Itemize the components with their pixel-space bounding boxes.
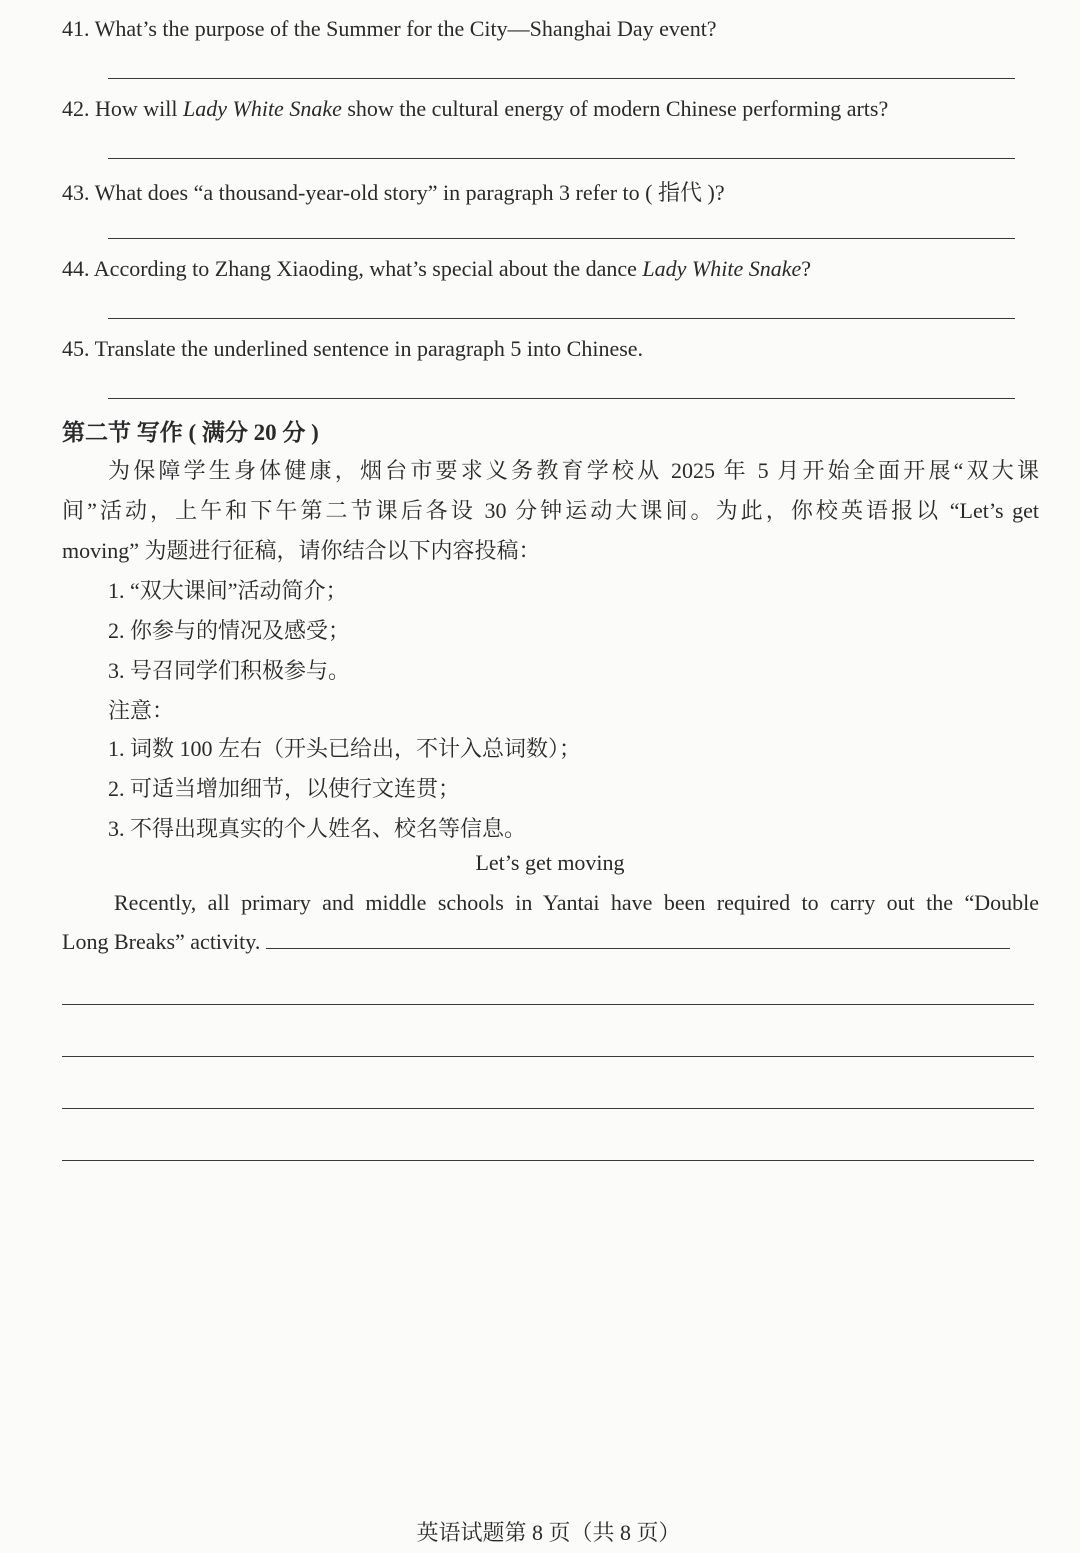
note-1: 1. 词数 100 左右（开头已给出，不计入总词数）； [108, 736, 582, 761]
essay-opening-line-1: Recently, all primary and middle schools in Yantai have been required to carry out the “Double [114, 890, 1039, 915]
essay-opening-line-2 [62, 929, 1010, 955]
essay-opening-text: Long Breaks” activity. [62, 929, 261, 954]
question-text: Translate the underlined sentence in paragraph 5 into Chinese. [94, 336, 644, 361]
section-heading: 第二节 写作 ( 满分 20 分 ) [62, 420, 319, 445]
essay-title: Let’s get moving [475, 850, 625, 875]
question-title-italic: Lady White Snake [183, 96, 342, 121]
question-text: How will [95, 96, 183, 121]
question-number: 45. [62, 336, 90, 361]
question-43 [62, 176, 725, 207]
writing-line-4[interactable] [62, 1160, 1034, 1161]
content-point-3: 3. 号召同学们积极参与。 [108, 658, 351, 683]
note-2: 2. 可适当增加细节，以使行文连贯； [108, 776, 461, 801]
writing-blank-inline[interactable] [266, 930, 1010, 949]
prompt-line-3: moving” 为题进行征稿，请你结合以下内容投稿： [62, 538, 541, 563]
note-3: 3. 不得出现真实的个人姓名、校名等信息。 [108, 816, 527, 841]
answer-line-44[interactable] [108, 318, 1015, 319]
notes-label: 注意： [108, 698, 175, 723]
writing-line-3[interactable] [62, 1108, 1034, 1109]
question-text: According to Zhang Xiaoding, what’s special about the dance [93, 256, 643, 281]
content-point-2: 2. 你参与的情况及感受； [108, 618, 351, 643]
question-45 [62, 336, 643, 362]
answer-line-42[interactable] [108, 158, 1015, 159]
question-text-end: show the cultural energy of modern Chinese performing arts? [341, 96, 889, 121]
question-number: 44. [62, 256, 90, 281]
question-text: What’s the purpose of the Summer for the City—Shanghai Day event? [94, 16, 717, 41]
question-text: What does “a thousand-year-old story” in paragraph 3 refer to ( 指代 )? [94, 180, 725, 205]
writing-line-1[interactable] [62, 1004, 1034, 1005]
content-point-1: 1. “双大课间”活动简介； [108, 578, 348, 603]
question-number: 43. [62, 180, 90, 205]
question-number: 41. [62, 16, 90, 41]
question-text-end: ? [801, 256, 812, 281]
question-44 [62, 256, 811, 282]
answer-line-45[interactable] [108, 398, 1015, 399]
writing-line-2[interactable] [62, 1056, 1034, 1057]
question-number: 42. [62, 96, 90, 121]
question-42 [62, 96, 888, 122]
prompt-line-1: 为保障学生身体健康，烟台市要求义务教育学校从 2025 年 5 月开始全面开展“双大课 [108, 458, 1039, 483]
question-41 [62, 16, 717, 42]
question-title-italic: Lady White Snake [642, 256, 802, 281]
prompt-line-2: 间”活动，上午和下午第二节课后各设 30 分钟运动大课间。为此，你校英语报以 “Let’s get [62, 498, 1039, 523]
answer-line-43[interactable] [108, 238, 1015, 239]
page-footer: 英语试题第 8 页（共 8 页） [416, 1520, 681, 1545]
answer-line-41[interactable] [108, 78, 1015, 79]
